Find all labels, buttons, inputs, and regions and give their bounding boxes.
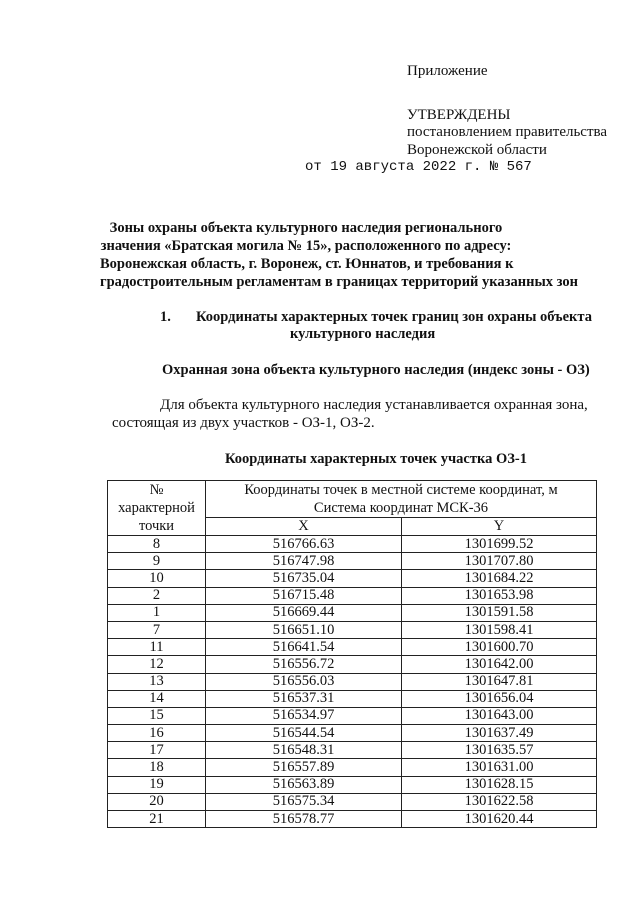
appendix-label: Приложение bbox=[407, 63, 488, 79]
paragraph-line2: состоящая из двух участков - ОЗ-1, ОЗ-2. bbox=[112, 415, 375, 431]
point-number-header bbox=[108, 481, 206, 536]
y-coordinate-cell: 1301643.00 bbox=[402, 707, 597, 724]
x-coordinate-cell: 516669.44 bbox=[206, 604, 402, 621]
table-row bbox=[108, 776, 597, 793]
point-number-header-line3: точки bbox=[138, 518, 175, 534]
point-number-cell: 21 bbox=[108, 811, 206, 828]
y-coordinate-cell: 1301647.81 bbox=[402, 673, 597, 690]
coordinates-header bbox=[206, 481, 597, 518]
point-number-cell: 9 bbox=[108, 553, 206, 570]
y-coordinate-cell: 1301707.80 bbox=[402, 553, 597, 570]
y-coordinate-cell: 1301635.57 bbox=[402, 742, 597, 759]
point-number-cell: 8 bbox=[108, 536, 206, 553]
point-number-cell: 14 bbox=[108, 690, 206, 707]
table-row bbox=[108, 570, 597, 587]
x-coordinate-cell: 516544.54 bbox=[206, 725, 402, 742]
table-row bbox=[108, 621, 597, 638]
x-coordinate-cell: 516747.98 bbox=[206, 553, 402, 570]
x-coordinate-cell: 516575.34 bbox=[206, 793, 402, 810]
coordinates-header-line2: Система координат МСК-36 bbox=[313, 500, 489, 516]
table-row bbox=[108, 793, 597, 810]
point-number-cell: 16 bbox=[108, 725, 206, 742]
x-coordinate-cell: 516534.97 bbox=[206, 707, 402, 724]
x-coordinate-cell: 516715.48 bbox=[206, 587, 402, 604]
table-title: Координаты характерных точек участка ОЗ-1 bbox=[225, 451, 527, 467]
y-coordinate-cell: 1301699.52 bbox=[402, 536, 597, 553]
section-number: 1. bbox=[160, 309, 171, 325]
section-heading-line2: культурного наследия bbox=[290, 326, 436, 342]
y-coordinate-cell: 1301628.15 bbox=[402, 776, 597, 793]
x-coordinate-cell: 516537.31 bbox=[206, 690, 402, 707]
table-row bbox=[108, 707, 597, 724]
title-line2: значения «Братская могила № 15», расположенного по адресу: bbox=[100, 238, 512, 254]
y-coordinate-cell: 1301653.98 bbox=[402, 587, 597, 604]
table-row bbox=[108, 587, 597, 604]
table-header-row bbox=[108, 481, 597, 518]
y-coordinate-cell: 1301620.44 bbox=[402, 811, 597, 828]
point-number-cell: 17 bbox=[108, 742, 206, 759]
table-row bbox=[108, 759, 597, 776]
table-row bbox=[108, 639, 597, 656]
table-row bbox=[108, 553, 597, 570]
table-row bbox=[108, 742, 597, 759]
point-number-cell: 2 bbox=[108, 587, 206, 604]
y-coordinate-cell: 1301631.00 bbox=[402, 759, 597, 776]
y-header: Y bbox=[402, 518, 597, 536]
approved-label: УТВЕРЖДЕНЫ bbox=[407, 107, 511, 123]
y-coordinate-cell: 1301637.49 bbox=[402, 725, 597, 742]
x-coordinate-cell: 516563.89 bbox=[206, 776, 402, 793]
table-row bbox=[108, 604, 597, 621]
approval-date: от 19 августа 2022 г. № 567 bbox=[305, 159, 532, 175]
point-number-cell: 18 bbox=[108, 759, 206, 776]
point-number-header-line1: № bbox=[149, 482, 164, 498]
x-coordinate-cell: 516735.04 bbox=[206, 570, 402, 587]
y-coordinate-cell: 1301600.70 bbox=[402, 639, 597, 656]
x-coordinate-cell: 516548.31 bbox=[206, 742, 402, 759]
table-row bbox=[108, 690, 597, 707]
paragraph-line1: Для объекта культурного наследия устанавливается охранная зона, bbox=[160, 397, 588, 413]
table-row bbox=[108, 673, 597, 690]
point-number-header-line2: характерной bbox=[118, 500, 195, 516]
table-row bbox=[108, 536, 597, 553]
coordinates-header-line1: Координаты точек в местной системе координат, м bbox=[244, 482, 558, 498]
y-coordinate-cell: 1301642.00 bbox=[402, 656, 597, 673]
point-number-cell: 1 bbox=[108, 604, 206, 621]
title-line3: Воронежская область, г. Воронеж, ст. Юннатов, и требования к bbox=[100, 256, 514, 272]
y-coordinate-cell: 1301656.04 bbox=[402, 690, 597, 707]
title-line4: градостроительным регламентам в границах территорий указанных зон bbox=[100, 274, 579, 290]
point-number-cell: 7 bbox=[108, 621, 206, 638]
point-number-cell: 11 bbox=[108, 639, 206, 656]
x-coordinate-cell: 516557.89 bbox=[206, 759, 402, 776]
point-number-cell: 20 bbox=[108, 793, 206, 810]
point-number-cell: 10 bbox=[108, 570, 206, 587]
approved-by-line1: постановлением правительства bbox=[407, 124, 608, 140]
y-coordinate-cell: 1301598.41 bbox=[402, 621, 597, 638]
table-row bbox=[108, 811, 597, 828]
table-row bbox=[108, 725, 597, 742]
point-number-cell: 13 bbox=[108, 673, 206, 690]
x-coordinate-cell: 516556.03 bbox=[206, 673, 402, 690]
x-coordinate-cell: 516766.63 bbox=[206, 536, 402, 553]
x-coordinate-cell: 516556.72 bbox=[206, 656, 402, 673]
table-row bbox=[108, 656, 597, 673]
y-coordinate-cell: 1301591.58 bbox=[402, 604, 597, 621]
title-line1: Зоны охраны объекта культурного наследия регионального bbox=[109, 220, 503, 236]
document-title bbox=[100, 219, 579, 291]
y-coordinate-cell: 1301622.58 bbox=[402, 793, 597, 810]
zone-heading: Охранная зона объекта культурного наследия (индекс зоны - ОЗ) bbox=[162, 362, 590, 378]
point-number-cell: 15 bbox=[108, 707, 206, 724]
x-coordinate-cell: 516651.10 bbox=[206, 621, 402, 638]
approved-by-line2: Воронежской области bbox=[407, 142, 547, 158]
y-coordinate-cell: 1301684.22 bbox=[402, 570, 597, 587]
section-heading-line1: Координаты характерных точек границ зон охраны объекта bbox=[196, 309, 592, 325]
x-coordinate-cell: 516641.54 bbox=[206, 639, 402, 656]
x-header: X bbox=[206, 518, 402, 536]
x-coordinate-cell: 516578.77 bbox=[206, 811, 402, 828]
coordinates-table bbox=[107, 480, 597, 828]
point-number-cell: 19 bbox=[108, 776, 206, 793]
point-number-cell: 12 bbox=[108, 656, 206, 673]
